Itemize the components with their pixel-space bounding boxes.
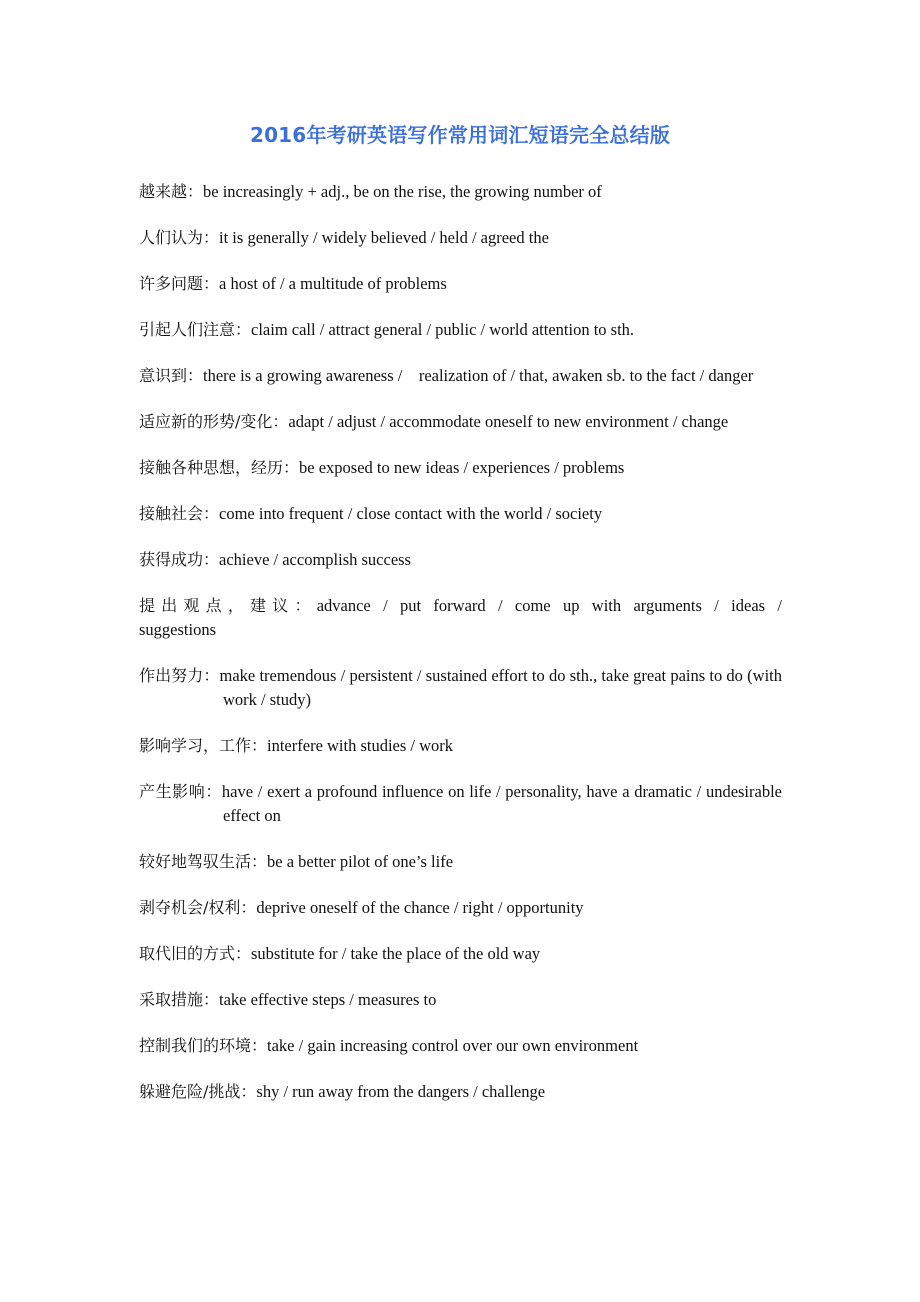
phrase-term: 引起人们注意： bbox=[139, 320, 252, 339]
phrase-list bbox=[139, 180, 782, 1126]
phrase-term: 剥夺机会/权利： bbox=[139, 898, 257, 917]
phrase-entry bbox=[139, 1080, 782, 1104]
phrase-term: 接触社会： bbox=[139, 504, 220, 523]
phrase-text: take effective steps / measures to bbox=[219, 990, 437, 1009]
phrase-entry bbox=[139, 364, 782, 388]
phrase-term: 控制我们的环境： bbox=[139, 1036, 268, 1055]
phrase-term: 人们认为： bbox=[139, 228, 220, 247]
phrase-text: interfere with studies / work bbox=[267, 736, 454, 755]
phrase-term: 作出努力： bbox=[139, 666, 220, 685]
document-title: 2016年考研英语写作常用词汇短语完全总结版 bbox=[249, 123, 671, 147]
phrase-text: achieve / accomplish success bbox=[219, 550, 411, 569]
phrase-term: 意识到： bbox=[139, 366, 204, 385]
phrase-term: 影响学习，工作： bbox=[139, 736, 268, 755]
phrase-text: make tremendous / persistent / sustained effort to do sth., take great pains to do (with work / study) bbox=[219, 666, 782, 709]
phrase-text: substitute for / take the place of the old way bbox=[251, 944, 541, 963]
phrase-term: 较好地驾驭生活： bbox=[139, 852, 268, 871]
phrase-text: deprive oneself of the chance / right / opportunity bbox=[256, 898, 584, 917]
phrase-entry bbox=[139, 664, 782, 712]
phrase-entry bbox=[139, 318, 782, 342]
phrase-term: 适应新的形势/变化： bbox=[139, 412, 289, 431]
phrase-entry bbox=[139, 502, 782, 526]
phrase-entry bbox=[139, 734, 782, 758]
phrase-term: 许多问题： bbox=[139, 274, 220, 293]
phrase-term: 接触各种思想，经历： bbox=[139, 458, 300, 477]
phrase-text: advance / put forward / come up with arguments / ideas / suggestions bbox=[139, 596, 782, 639]
phrase-entry bbox=[139, 410, 782, 434]
phrase-entry bbox=[139, 896, 782, 920]
phrase-entry bbox=[139, 988, 782, 1012]
phrase-entry bbox=[139, 226, 782, 250]
phrase-term: 产生影响： bbox=[139, 782, 222, 801]
phrase-term: 越来越： bbox=[139, 182, 204, 201]
phrase-text: it is generally / widely believed / held / agreed the bbox=[219, 228, 549, 247]
phrase-entry bbox=[139, 780, 782, 828]
phrase-term: 提出观点，建议： bbox=[139, 596, 317, 615]
phrase-text: shy / run away from the dangers / challenge bbox=[256, 1082, 546, 1101]
phrase-text: be a better pilot of one’s life bbox=[267, 852, 454, 871]
phrase-entry bbox=[139, 548, 782, 572]
phrase-term: 采取措施： bbox=[139, 990, 220, 1009]
phrase-entry bbox=[139, 1034, 782, 1058]
phrase-entry bbox=[139, 272, 782, 296]
phrase-text: claim call / attract general / public / world attention to sth. bbox=[251, 320, 635, 339]
phrase-text: be exposed to new ideas / experiences / problems bbox=[299, 458, 625, 477]
phrase-term: 取代旧的方式： bbox=[139, 944, 252, 963]
phrase-text: a host of / a multitude of problems bbox=[219, 274, 447, 293]
phrase-text: there is a growing awareness / realization of / that, awaken sb. to the fact / danger bbox=[203, 366, 754, 385]
phrase-entry bbox=[139, 456, 782, 480]
phrase-text: be increasingly + adj., be on the rise, the growing number of bbox=[203, 182, 602, 201]
phrase-text: take / gain increasing control over our own environment bbox=[267, 1036, 639, 1055]
phrase-entry bbox=[139, 942, 782, 966]
phrase-text: come into frequent / close contact with the world / society bbox=[219, 504, 603, 523]
phrase-entry bbox=[139, 594, 782, 642]
phrase-term: 躲避危险/挑战： bbox=[139, 1082, 257, 1101]
phrase-entry bbox=[139, 180, 782, 204]
phrase-entry bbox=[139, 850, 782, 874]
phrase-term: 获得成功： bbox=[139, 550, 220, 569]
phrase-text: adapt / adjust / accommodate oneself to new environment / change bbox=[288, 412, 729, 431]
phrase-text: have / exert a profound influence on life / personality, have a dramatic / undesirable effect on bbox=[221, 782, 782, 825]
